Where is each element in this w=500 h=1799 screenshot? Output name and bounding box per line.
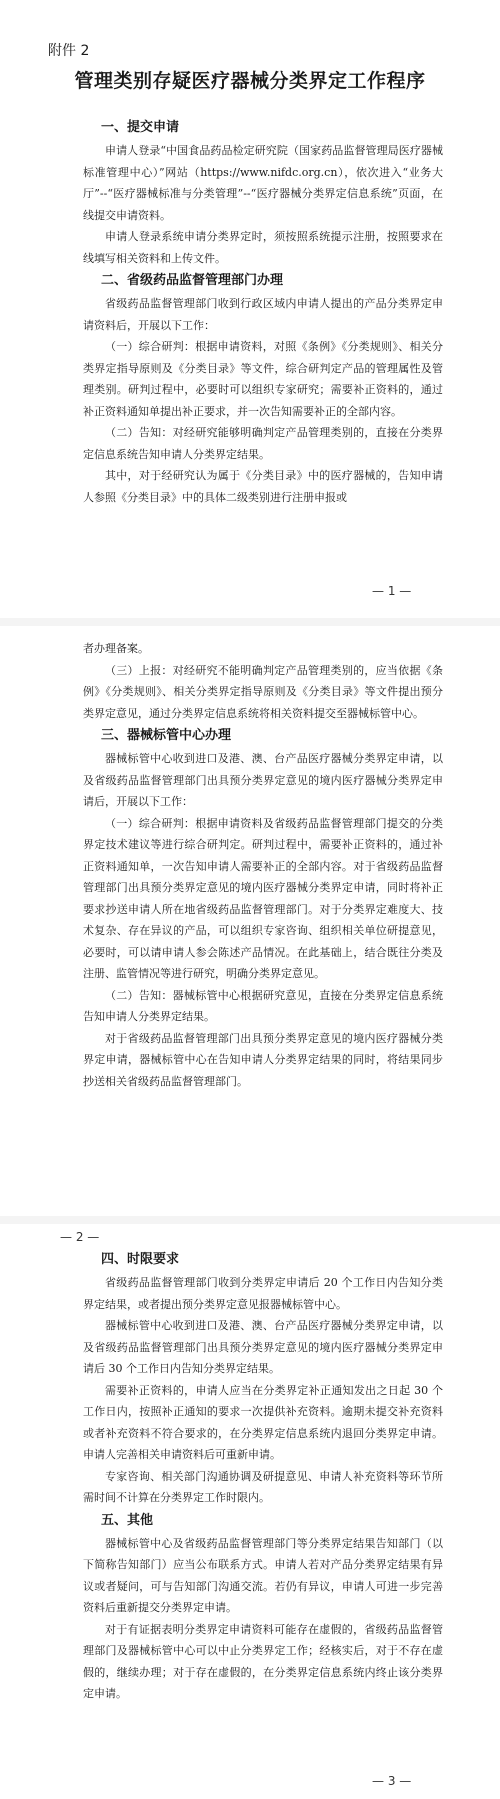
- section-4-heading: 四、时限要求: [101, 1252, 180, 1267]
- section-5-heading: 五、其他: [101, 1512, 154, 1528]
- section-3-para-4: 对于省级药品监督管理部门出具预分类界定意见的境内医疗器械分类界定申请，器械标管中心在告知申请人分类界定结果的同时，将结果同步抄送相关省级药品监督管理部门。: [83, 1031, 443, 1088]
- section-3-heading: 三、器械标管中心办理: [101, 728, 232, 743]
- document-title: 管理类别存疑医疗器械分类界定工作程序: [74, 70, 426, 92]
- section-3-para-1: 器械标管中心收到进口及港、澳、台产品医疗器械分类界定申请，以及省级药品监督管理部门出具预分类界定意见的境内医疗器械分类界定申请后，开展以下工作：: [83, 752, 443, 808]
- section-4-para-1: 省级药品监督管理部门收到分类界定申请后 20 个工作日内告知分类界定结果，或者提出预分类界定意见报器械标管中心。: [83, 1276, 443, 1311]
- section-2-para-6: （三）上报：对经研究不能明确判定产品管理类别的，应当依据《条例》《分类规则》、相关分类界定指导原则及《分类目录》等文件提出预分类界定意见，通过分类界定信息系统将相关资料提交至器械标管中心。: [83, 663, 443, 720]
- section-1-para-1: 申请人登录“中国食品药品检定研究院（国家药品监督管理局医疗器械标准管理中心）”网站（https://www.nifdc.org.cn），依次进入“业务大厅”--“医疗器械标准与分类管理”--“医疗器械分类界定信息系统”页面，在线提交申请资料。: [83, 144, 443, 222]
- page-3: [0, 1224, 500, 1799]
- page-1-body: [83, 116, 443, 508]
- section-2-para-4: 其中，对于经研究认为属于《分类目录》中的医疗器械的，告知申请人参照《分类目录》中的具体二级类别进行注册申报或: [83, 469, 443, 504]
- page-2-body: [83, 638, 443, 1092]
- section-1-para-2: 申请人登录系统申请分类界定时，须按照系统提示注册，按照要求在线填写相关资料和上传文件。: [83, 230, 443, 265]
- page-1: [0, 0, 500, 618]
- page-3-body: [83, 1248, 443, 1705]
- section-3-para-2: （一）综合研判：根据申请资料及省级药品监督管理部门提交的分类界定技术建议等进行综合研判定。研判过程中，需要补正资料的，通过补正资料通知单，一次告知申请人需要补正的全部内容。对于省级药品监督管理部门出具预分类界定意见的境内医疗器械分类界定申请，同时将补正要求抄送申请人所在地省级药品监督管理部门。对于分类界定难度大、技术复杂、存在异议的产品，可以组织专家咨询、组织相关单位研提意见，必要时，可以请申请人参会陈述产品情况。在此基础上，结合既往分类及注册、监管情况等进行研究，明确分类界定意见。: [83, 816, 443, 980]
- page-number-1: — 1 —: [372, 584, 412, 598]
- section-2-para-5: 者办理备案。: [83, 642, 149, 655]
- page-2: [0, 626, 500, 1216]
- section-4-para-4: 专家咨询、相关部门沟通协调及研提意见、申请人补充资料等环节所需时间不计算在分类界定工作时限内。: [83, 1469, 443, 1504]
- attachment-label: 附件 2: [48, 43, 90, 59]
- section-5-para-1: 器械标管中心及省级药品监督管理部门等分类界定结果告知部门（以下简称告知部门）应当公布联系方式。申请人若对产品分类界定结果有异议或者疑问，可与告知部门沟通交流。若仍有异议，申请人可进一步完善资料后重新提交分类界定申请。: [83, 1536, 443, 1614]
- section-2-para-2: （一）综合研判：根据申请资料，对照《条例》《分类规则》、相关分类界定指导原则及《分类目录》等文件，综合研判定产品的管理属性及管理类别。研判过程中，必要时可以组织专家研究；需要补正资料的，通过补正资料通知单提出补正要求，并一次告知需要补正的全部内容。: [83, 340, 443, 418]
- page-number-3: — 3 —: [372, 1774, 412, 1788]
- section-2-heading: 二、省级药品监督管理部门办理: [101, 273, 284, 288]
- section-4-para-3: 需要补正资料的，申请人应当在分类界定补正通知发出之日起 30 个工作日内，按照补正通知的要求一次提供补充资料。逾期未提交补充资料或者补充资料不符合要求的，在分类界定信息系统内退回分类界定申请。申请人完善相关申请资料后可重新申请。: [83, 1383, 443, 1461]
- page-divider-2: [0, 1216, 500, 1224]
- section-2-para-1: 省级药品监督管理部门收到行政区域内申请人提出的产品分类界定申请资料后，开展以下工作：: [83, 297, 443, 332]
- section-2-para-3: （二）告知：对经研究能够明确判定产品管理类别的，直接在分类界定信息系统告知申请人分类界定结果。: [83, 426, 443, 461]
- section-1-heading: 一、提交申请: [101, 120, 180, 135]
- page-number-2: — 2 —: [60, 1230, 100, 1244]
- section-5-para-2: 对于有证据表明分类界定申请资料可能存在虚假的，省级药品监督管理部门及器械标管中心可以中止分类界定工作；经核实后，对于不存在虚假的，继续办理；对于存在虚假的，在分类界定信息系统内终止该分类界定申请。: [83, 1622, 443, 1700]
- section-4-para-2: 器械标管中心收到进口及港、澳、台产品医疗器械分类界定申请，以及省级药品监督管理部门出具预分类界定意见的境内医疗器械分类界定申请后 30 个工作日内告知分类界定结果。: [83, 1319, 443, 1375]
- page-divider-1: [0, 618, 500, 626]
- section-3-para-3: （二）告知：器械标管中心根据研究意见，直接在分类界定信息系统告知申请人分类界定结果。: [83, 988, 443, 1023]
